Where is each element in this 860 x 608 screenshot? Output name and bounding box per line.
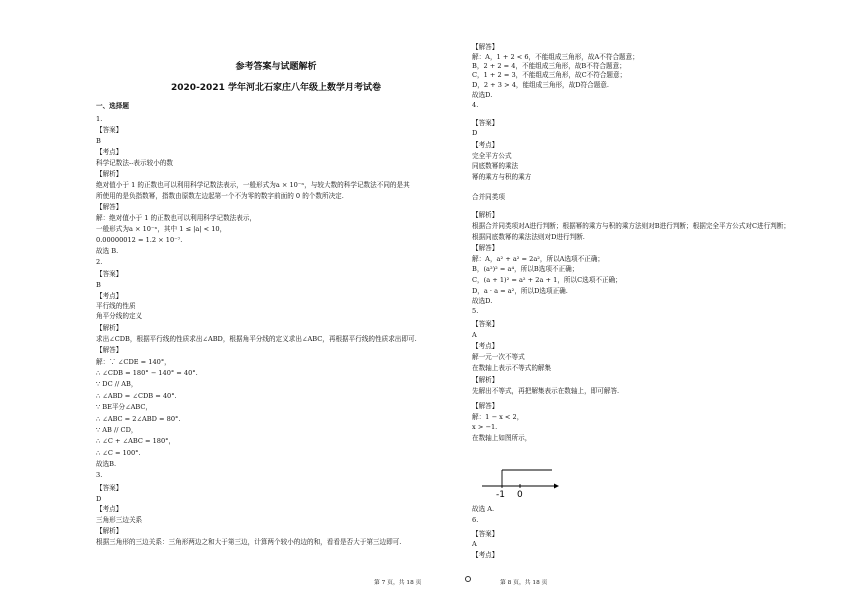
text-line: ∴ ∠ABD = ∠CDB = 40°. <box>96 392 177 400</box>
text-line: 角平分线的定义 <box>96 312 143 320</box>
text-line: 同底数幂的乘法 <box>472 162 519 170</box>
section-heading: 一、选择题 <box>96 102 129 110</box>
text-line: 平行线的性质 <box>96 302 136 310</box>
text-line: 一般形式为a × 10⁻ⁿ，其中 1 ≤ |a| < 10， <box>96 225 227 233</box>
text-line: 绝对值小于 1 的正数也可以利用科学记数法表示，一般形式为a × 10⁻ⁿ，与较大数的科学记数法不同的是其 <box>96 181 410 189</box>
text-line: D，2 + 3 > 4，能组成三角形，故D符合题意. <box>472 81 609 89</box>
text-line: 合并同类项 <box>472 193 505 201</box>
text-line: 故选 B. <box>96 247 119 255</box>
text-line: 【解析】 <box>96 527 123 535</box>
text-line: 解：A，1 + 2 < 6，不能组成三角形，故A不符合题意； <box>472 53 639 61</box>
text-line: 0.00000012 = 1.2 × 10⁻⁷. <box>96 236 183 244</box>
text-line: 【答案】 <box>96 484 123 492</box>
text-line: 求出∠CDB，根据平行线的性质求出∠ABD，根据角平分线的定义求出∠ABC，再根据平行线的性质求出即可. <box>96 335 417 343</box>
text-line: 【考点】 <box>96 505 123 513</box>
text-line: D，a · a = a²，所以D选项正确. <box>472 287 568 295</box>
text-line: ∴ ∠ABC = 2∠ABD = 80°. <box>96 415 181 423</box>
text-line: 在数轴上如图所示， <box>472 434 532 442</box>
text-line: 解一元一次不等式 <box>472 353 525 361</box>
text-line: 【解析】 <box>96 324 123 332</box>
footer-page-left: 第 7 页，共 18 页 <box>374 580 422 586</box>
text-line: 【解析】 <box>472 211 499 219</box>
text-line: B，(a²)² = a⁴，所以B选项不正确； <box>472 265 579 273</box>
text-line: 【解析】 <box>472 376 499 384</box>
text-line: 【解答】 <box>96 203 123 211</box>
text-line: B <box>96 281 101 289</box>
text-line: 根据三角形的三边关系：三角形两边之和大于第三边，计算两个较小的边的和，看看是否大于第三边即可. <box>96 538 402 546</box>
text-line: ∵ AB // CD， <box>96 426 138 434</box>
text-line: 【答案】 <box>472 320 499 328</box>
text-line: 解：绝对值小于 1 的正数也可以利用科学记数法表示， <box>96 214 257 222</box>
text-line: 【考点】 <box>472 342 499 350</box>
text-line: 【考点】 <box>472 141 499 149</box>
text-line: 【答案】 <box>96 270 123 278</box>
text-line: B，2 + 2 = 4，不能组成三角形，故B不符合题意； <box>472 62 626 70</box>
number-line-figure <box>480 466 560 502</box>
text-line: 故选B. <box>96 460 117 468</box>
text-line: 【答案】 <box>472 530 499 538</box>
text-line: C，1 + 2 = 3，不能组成三角形，故C不符合题意； <box>472 71 627 79</box>
text-line: 故选D. <box>472 91 493 99</box>
text-line: ∵ BE平分∠ABC， <box>96 403 153 411</box>
text-line: A <box>472 331 477 339</box>
text-line: 4. <box>472 101 479 109</box>
text-line: 【解答】 <box>472 43 499 51</box>
axis-label-zero: 0 <box>517 490 523 500</box>
text-line: 科学记数法--表示较小的数 <box>96 159 173 167</box>
text-line: 2. <box>96 258 103 266</box>
text-line: 根据合并同类项对A进行判断；根据幂的乘方与积的乘方法则对B进行判断；根据完全平方公式对C进行判断； <box>472 222 790 230</box>
text-line: ∵ DC // AB， <box>96 380 138 388</box>
text-line: ∴ ∠CDB = 180° − 140° = 40°. <box>96 369 198 377</box>
text-line: D <box>96 495 102 503</box>
page-center-circle-icon <box>465 576 471 582</box>
text-line: 【解析】 <box>96 170 123 178</box>
text-line: 完全平方公式 <box>472 152 512 160</box>
text-line: 【解答】 <box>96 346 123 354</box>
axis-label-neg1: -1 <box>496 490 505 500</box>
text-line: 【解答】 <box>472 402 499 410</box>
text-line: C，(a + 1)² = a² + 2a + 1，所以C选项不正确； <box>472 276 622 284</box>
text-line: ∴ ∠C + ∠ABC = 180°， <box>96 437 176 445</box>
text-line: 3. <box>96 471 103 479</box>
text-line: 6. <box>472 516 479 524</box>
text-line: 在数轴上表示不等式的解集 <box>472 364 552 372</box>
text-line: 解：∵ ∠CDE = 140°， <box>96 358 171 366</box>
text-line: 1. <box>96 115 103 123</box>
text-line: 【答案】 <box>472 119 499 127</box>
text-line: 【考点】 <box>96 292 123 300</box>
arrow-head-icon <box>554 484 559 489</box>
text-line: 【解答】 <box>472 244 499 252</box>
text-line: B <box>96 137 101 145</box>
text-line: 故选D. <box>472 297 493 305</box>
text-line: 故选 A. <box>472 505 495 513</box>
text-line: 【答案】 <box>96 126 123 134</box>
text-line: 根据同底数幂的乘法法则对D进行判断. <box>472 233 585 241</box>
footer-page-right: 第 8 页，共 18 页 <box>500 580 548 586</box>
text-line: ∴ ∠C = 100°. <box>96 449 141 457</box>
exam-title: 2020-2021 学年河北石家庄八年级上数学月考试卷 <box>171 83 381 93</box>
text-line: A <box>472 540 477 548</box>
text-line: 【考点】 <box>472 551 499 559</box>
text-line: 解：A，a² + a² = 2a²，所以A选项不正确； <box>472 255 605 263</box>
text-line: 【考点】 <box>96 148 123 156</box>
text-line: 先解出不等式，再把解集表示在数轴上，即可解答. <box>472 387 620 395</box>
text-line: 所使用的是负指数幂，指数由原数左边起第一个不为零的数字前面的 0 的个数所决定. <box>96 192 344 200</box>
text-line: 解：1 − x < 2， <box>472 413 524 421</box>
text-line: D <box>472 129 478 137</box>
doc-title: 参考答案与试题解析 <box>235 62 317 72</box>
text-line: 幂的乘方与积的乘方 <box>472 173 532 181</box>
text-line: x > −1. <box>472 423 498 431</box>
text-line: 5. <box>472 307 479 315</box>
text-line: 三角形三边关系 <box>96 516 143 524</box>
